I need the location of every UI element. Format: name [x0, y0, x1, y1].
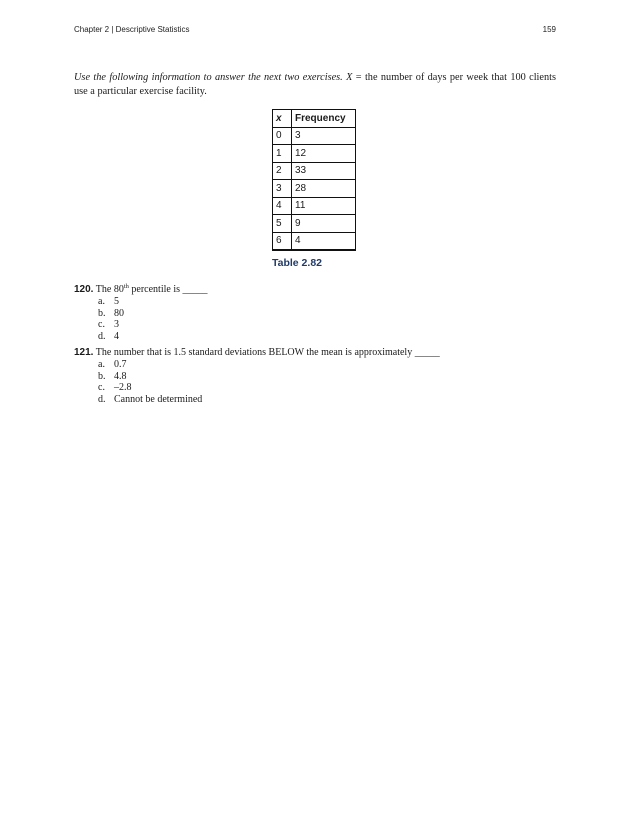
- option-text: 3: [114, 319, 119, 330]
- option-letter: c.: [98, 319, 105, 330]
- question-stem: [74, 347, 440, 359]
- intro-italic-lead: Use the following information to answer the next two exercises.: [74, 72, 343, 83]
- table-row: [273, 145, 356, 163]
- option-b: [98, 308, 208, 320]
- question-stem: [74, 284, 208, 296]
- table-row: [273, 127, 356, 145]
- table-row: [273, 180, 356, 198]
- option-text: 5: [114, 296, 119, 307]
- cell-frequency: 4: [292, 232, 356, 250]
- cell-frequency: 9: [292, 215, 356, 233]
- option-letter: c.: [98, 382, 105, 393]
- question-120: [74, 284, 208, 342]
- cell-x: 1: [273, 145, 292, 163]
- table-caption: Table 2.82: [272, 257, 322, 269]
- header-x: x: [273, 110, 292, 128]
- option-letter: b.: [98, 370, 106, 382]
- intro-rest: = the number of days per week that 100 clients use a particular exercise facility.: [74, 72, 557, 97]
- option-a: [98, 296, 208, 308]
- option-d: [98, 394, 440, 406]
- question-number: 121.: [74, 347, 94, 358]
- intro-variable: X: [346, 72, 353, 83]
- option-c: [98, 319, 208, 331]
- table-row: [273, 197, 356, 215]
- cell-frequency: 12: [292, 145, 356, 163]
- option-letter: a.: [98, 296, 105, 307]
- table-row: [273, 162, 356, 180]
- cell-x: 5: [273, 215, 292, 233]
- option-text: Cannot be determined: [114, 393, 203, 405]
- cell-frequency: 28: [292, 180, 356, 198]
- cell-x: 6: [273, 232, 292, 250]
- question-text: The number that is 1.5 standard deviations BELOW the mean is approximately _____: [95, 347, 440, 358]
- option-letter: a.: [98, 359, 105, 370]
- running-header-chapter: Chapter 2 | Descriptive Statistics: [74, 25, 190, 34]
- option-d: [98, 331, 208, 343]
- ordinal-suffix: th: [123, 283, 129, 290]
- option-text: 80: [114, 307, 124, 319]
- question-number: 120.: [74, 284, 94, 295]
- answer-options: [74, 296, 208, 342]
- cell-frequency: 3: [292, 127, 356, 145]
- page-number: 159: [542, 25, 556, 34]
- cell-x: 0: [273, 127, 292, 145]
- option-text: 4: [114, 330, 119, 342]
- cell-x: 2: [273, 162, 292, 180]
- option-letter: d.: [98, 330, 106, 342]
- answer-options: [74, 359, 440, 405]
- header-frequency: Frequency: [292, 110, 356, 128]
- cell-frequency: 11: [292, 197, 356, 215]
- option-text: 4.8: [114, 370, 127, 382]
- cell-x: 3: [273, 180, 292, 198]
- option-text: 0.7: [114, 359, 127, 370]
- option-text: –2.8: [114, 382, 132, 393]
- option-c: [98, 382, 440, 394]
- exercise-intro: [74, 71, 556, 99]
- cell-x: 4: [273, 197, 292, 215]
- question-121: [74, 347, 440, 405]
- option-a: [98, 359, 440, 371]
- question-text-after: percentile is _____: [128, 284, 208, 295]
- table-row: [273, 215, 356, 233]
- frequency-table: [272, 109, 356, 251]
- option-letter: b.: [98, 307, 106, 319]
- table-row: [273, 232, 356, 250]
- cell-frequency: 33: [292, 162, 356, 180]
- question-text-before: The 80: [95, 284, 124, 295]
- option-letter: d.: [98, 393, 106, 405]
- option-b: [98, 371, 440, 383]
- table-header-row: [273, 110, 356, 128]
